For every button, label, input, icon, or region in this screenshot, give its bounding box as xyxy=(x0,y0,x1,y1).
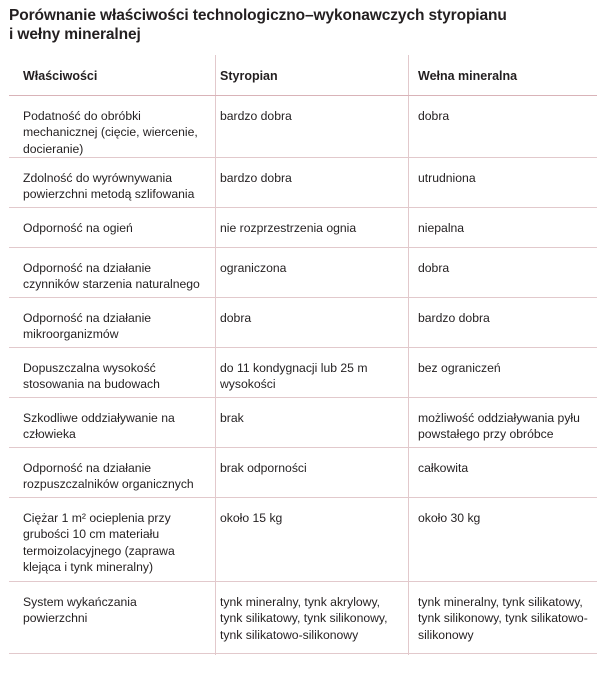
cell-property-line: Odporność na działanie xyxy=(23,311,152,325)
table-row xyxy=(9,448,597,498)
cell-property-line: termoizolacyjnego (zaprawa xyxy=(23,543,175,558)
cell-property-line: człowieka xyxy=(23,427,76,442)
header-styropian: Styropian xyxy=(220,69,278,83)
cell-welna xyxy=(418,348,596,376)
cell-property-line: powierzchni xyxy=(23,611,88,626)
cell-styropian-line: tynk silikatowo-silikonowy xyxy=(220,627,359,642)
cell-property xyxy=(23,448,208,493)
cell-welna xyxy=(418,248,596,276)
cell-welna-line: możliwość oddziaływania pyłu xyxy=(418,411,580,425)
cell-property-line: klejąca i tynk mineralny) xyxy=(23,560,154,575)
cell-styropian-line: brak odporności xyxy=(220,461,307,475)
cell-styropian xyxy=(220,498,400,526)
cell-property xyxy=(23,158,208,203)
cell-styropian-line: ograniczona xyxy=(220,261,287,275)
cell-property-line: Szkodliwe oddziaływanie na xyxy=(23,411,175,425)
table-row xyxy=(9,498,597,582)
cell-styropian xyxy=(220,348,400,393)
cell-styropian-line: nie rozprzestrzenia ognia xyxy=(220,221,357,235)
table-row xyxy=(9,96,597,158)
cell-styropian xyxy=(220,96,400,124)
table-body xyxy=(9,96,597,654)
cell-styropian-line: tynk silikatowy, tynk silikonowy, xyxy=(220,611,388,626)
cell-welna xyxy=(418,298,596,326)
cell-styropian xyxy=(220,158,400,186)
cell-welna-line: tynk mineralny, tynk silikatowy, xyxy=(418,595,583,609)
table-row xyxy=(9,582,597,654)
cell-styropian-line: wysokości xyxy=(220,377,276,392)
cell-property-line: czynników starzenia naturalnego xyxy=(23,277,200,292)
cell-property xyxy=(23,208,208,236)
cell-welna-line: tynk silikonowy, tynk silikatowo- xyxy=(418,611,588,626)
cell-property-line: Zdolność do wyrównywania xyxy=(23,171,173,185)
cell-property xyxy=(23,348,208,393)
page-title xyxy=(9,6,589,44)
table-row xyxy=(9,208,597,248)
cell-property xyxy=(23,398,208,443)
cell-property xyxy=(23,298,208,343)
cell-styropian xyxy=(220,248,400,276)
title-line-1: Porównanie właściwości technologiczno–wykonawczych styropianu xyxy=(9,7,507,24)
table-row xyxy=(9,158,597,208)
table-row xyxy=(9,248,597,298)
header-welna: Wełna mineralna xyxy=(418,69,518,83)
cell-property-line: rozpuszczalników organicznych xyxy=(23,477,194,492)
cell-property xyxy=(23,582,208,627)
cell-welna-line: dobra xyxy=(418,109,450,123)
cell-property xyxy=(23,96,208,157)
cell-property-line: mechanicznej (cięcie, wiercenie, xyxy=(23,125,198,140)
cell-property-line: stosowania na budowach xyxy=(23,377,160,392)
cell-styropian xyxy=(220,208,400,236)
cell-styropian xyxy=(220,298,400,326)
cell-welna xyxy=(418,448,596,476)
cell-welna-line: niepalna xyxy=(418,221,465,235)
cell-welna-line: około 30 kg xyxy=(418,511,481,525)
cell-styropian-line: do 11 kondygnacji lub 25 m xyxy=(220,361,368,375)
cell-property-line: Podatność do obróbki xyxy=(23,109,141,123)
table-row xyxy=(9,398,597,448)
cell-welna-line: powstałego przy obróbce xyxy=(418,427,554,442)
cell-property-line: grubości 10 cm materiału xyxy=(23,527,160,542)
cell-property-line: mikroorganizmów xyxy=(23,327,119,342)
cell-welna xyxy=(418,398,596,443)
cell-welna-line: dobra xyxy=(418,261,450,275)
cell-property xyxy=(23,498,208,576)
cell-welna-line: całkowita xyxy=(418,461,469,475)
cell-styropian-line: brak xyxy=(220,411,244,425)
cell-welna xyxy=(418,208,596,236)
title-line-2: i wełny mineralnej xyxy=(9,26,141,43)
cell-styropian xyxy=(220,448,400,476)
cell-welna-line: bez ograniczeń xyxy=(418,361,501,375)
cell-welna xyxy=(418,582,596,643)
cell-property-line: Dopuszczalna wysokość xyxy=(23,361,156,375)
cell-welna-line: bardzo dobra xyxy=(418,311,490,325)
cell-styropian xyxy=(220,398,400,426)
cell-property-line: powierzchni metodą szlifowania xyxy=(23,187,195,202)
cell-styropian-line: bardzo dobra xyxy=(220,171,292,185)
table-row xyxy=(9,348,597,398)
cell-property-line: docieranie) xyxy=(23,141,84,156)
cell-styropian-line: bardzo dobra xyxy=(220,109,292,123)
cell-welna xyxy=(418,498,596,526)
cell-property-line: Odporność na działanie xyxy=(23,461,152,475)
table-header-row xyxy=(9,55,597,96)
cell-styropian-line: dobra xyxy=(220,311,252,325)
table-row xyxy=(9,298,597,348)
comparison-table xyxy=(9,55,597,654)
cell-styropian-line: około 15 kg xyxy=(220,511,283,525)
cell-property-line: Odporność na ogień xyxy=(23,221,133,235)
cell-property-line: Odporność na działanie xyxy=(23,261,152,275)
cell-styropian xyxy=(220,582,400,643)
cell-property-line: Ciężar 1 m² ocieplenia przy xyxy=(23,511,171,525)
cell-property xyxy=(23,248,208,293)
cell-welna-line: silikonowy xyxy=(418,627,474,642)
cell-styropian-line: tynk mineralny, tynk akrylowy, xyxy=(220,595,381,609)
header-properties: Właściwości xyxy=(23,69,98,83)
cell-property-line: System wykańczania xyxy=(23,595,137,609)
cell-welna xyxy=(418,158,596,186)
cell-welna xyxy=(418,96,596,124)
cell-welna-line: utrudniona xyxy=(418,171,476,185)
